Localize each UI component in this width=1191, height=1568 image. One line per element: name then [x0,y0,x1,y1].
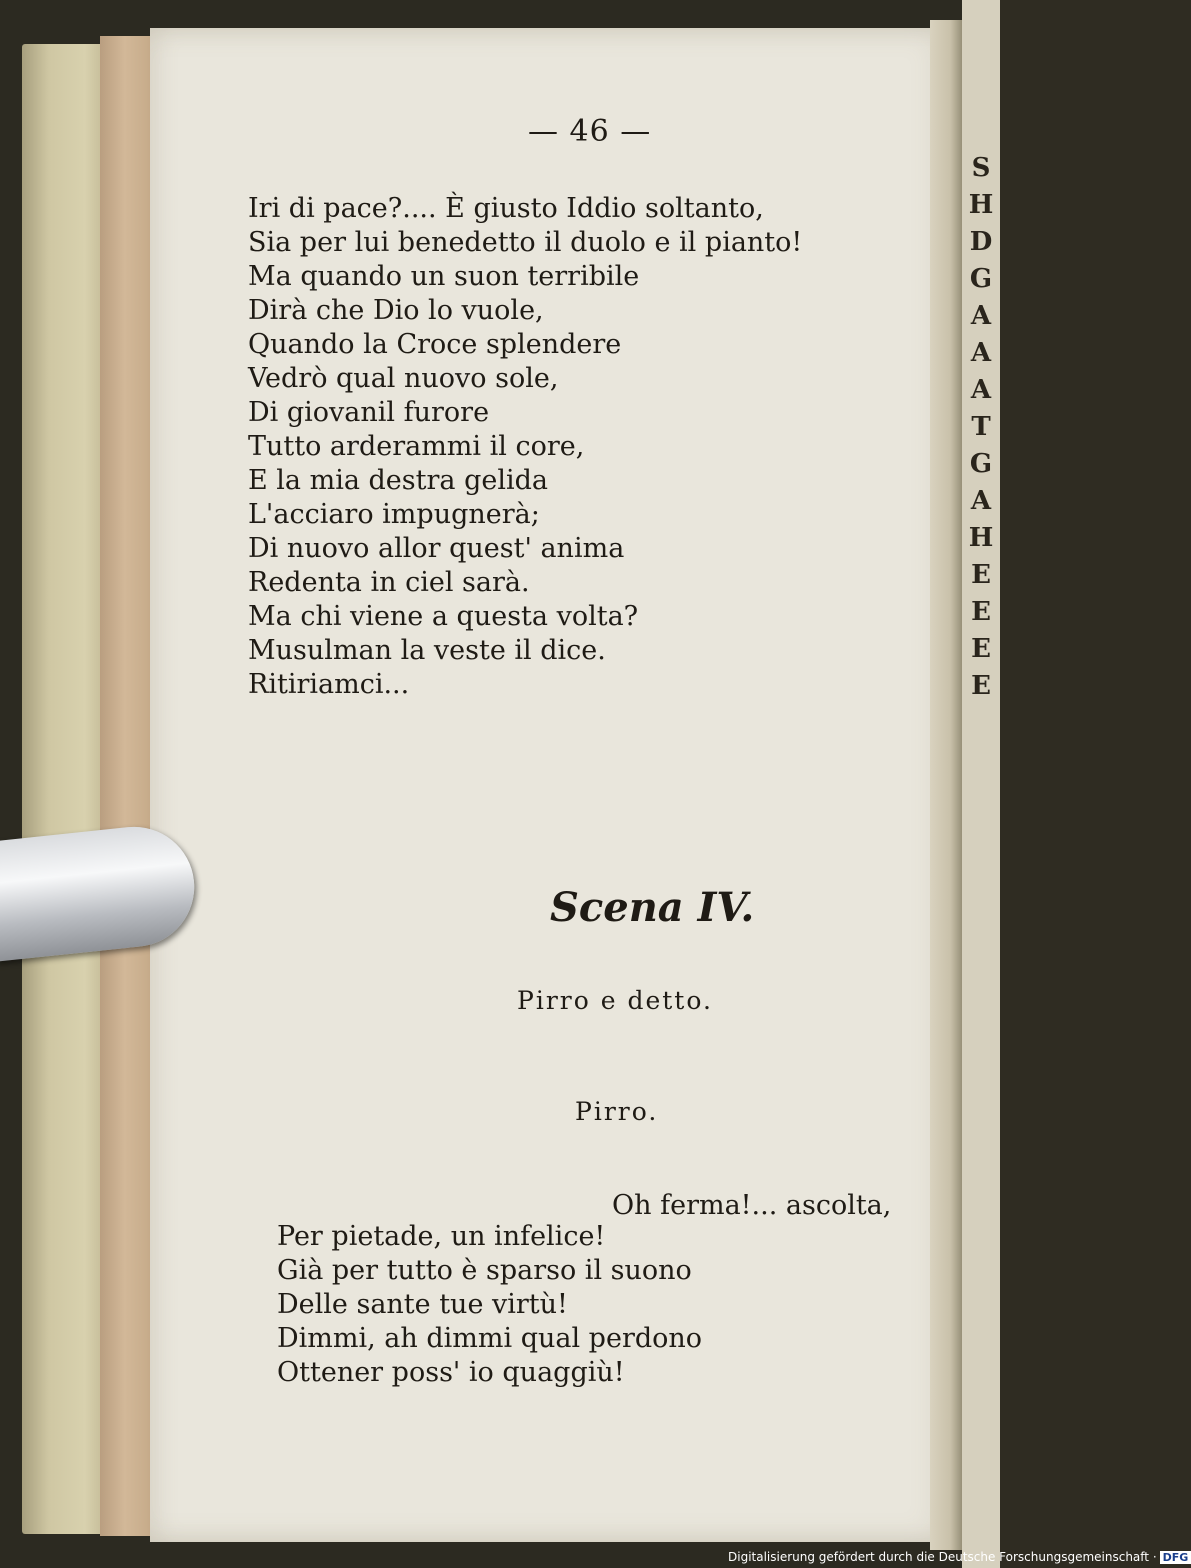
verse-line: Redenta in ciel sarà. [248,567,530,598]
speaker-name: Pirro. [575,1097,659,1126]
speech-block [277,1220,702,1390]
neighbor-glyph: H [968,190,994,220]
page-gutter [930,20,964,1550]
digitization-footer [728,1550,1191,1564]
speech-line: Già per tutto è sparso il suono [277,1255,692,1286]
speech-line: Delle sante tue virtù! [277,1289,568,1320]
verse-line: Di giovanil furore [248,397,490,428]
verse-line: Sia per lui benedetto il duolo e il pianto! [248,227,803,258]
neighbor-glyph: D [969,227,993,257]
neighbor-glyph: G [969,264,993,294]
characters-line: Pirro e detto. [517,986,713,1015]
speech-line: Dimmi, ah dimmi qual perdono [277,1323,703,1354]
neighbor-glyph: T [971,412,991,442]
neighbor-glyph: E [971,597,991,627]
footer-text: Digitalisierung gefördert durch die Deutsche Forschungsgemeinschaft · [728,1550,1157,1564]
verse-line: Di nuovo allor quest' anima [248,533,625,564]
neighbor-glyph: E [971,634,991,664]
verse-line: Dirà che Dio lo vuole, [248,295,544,326]
page-number: — 46 — [528,114,652,149]
verse-line: Musulman la veste il dice. [248,635,606,666]
verse-line: Tutto arderammi il core, [248,431,585,462]
speech-first-line: Oh ferma!... ascolta, [612,1190,892,1221]
verse-line: L'acciaro impugnerà; [248,499,540,530]
verse-line: E la mia destra gelida [248,465,548,496]
dfg-logo: DFG [1160,1551,1191,1564]
verse-line: Ritiriamci... [248,669,410,700]
neighbor-glyph: E [971,671,991,701]
scene-heading: Scena IV. [550,884,755,931]
verse-line: Quando la Croce splendere [248,329,622,360]
neighbor-glyph: S [971,153,991,183]
verse-line: Ma chi viene a questa volta? [248,601,639,632]
verse-block [248,192,802,702]
verse-line: Iri di pace?.... È giusto Iddio soltanto, [248,193,764,224]
neighbor-page-text [964,150,998,705]
neighbor-glyph: E [971,560,991,590]
neighbor-glyph: A [970,486,992,516]
neighbor-glyph: A [970,301,992,331]
book-cover-edge [22,44,112,1534]
verse-line: Ma quando un suon terribile [248,261,640,292]
neighbor-glyph: H [968,523,994,553]
speech-line: Per pietade, un infelice! [277,1221,606,1252]
neighbor-glyph: A [970,375,992,405]
speech-line: Ottener poss' io quaggiù! [277,1357,625,1388]
verse-line: Vedrò qual nuovo sole, [248,363,559,394]
neighbor-glyph: A [970,338,992,368]
neighbor-glyph: G [969,449,993,479]
